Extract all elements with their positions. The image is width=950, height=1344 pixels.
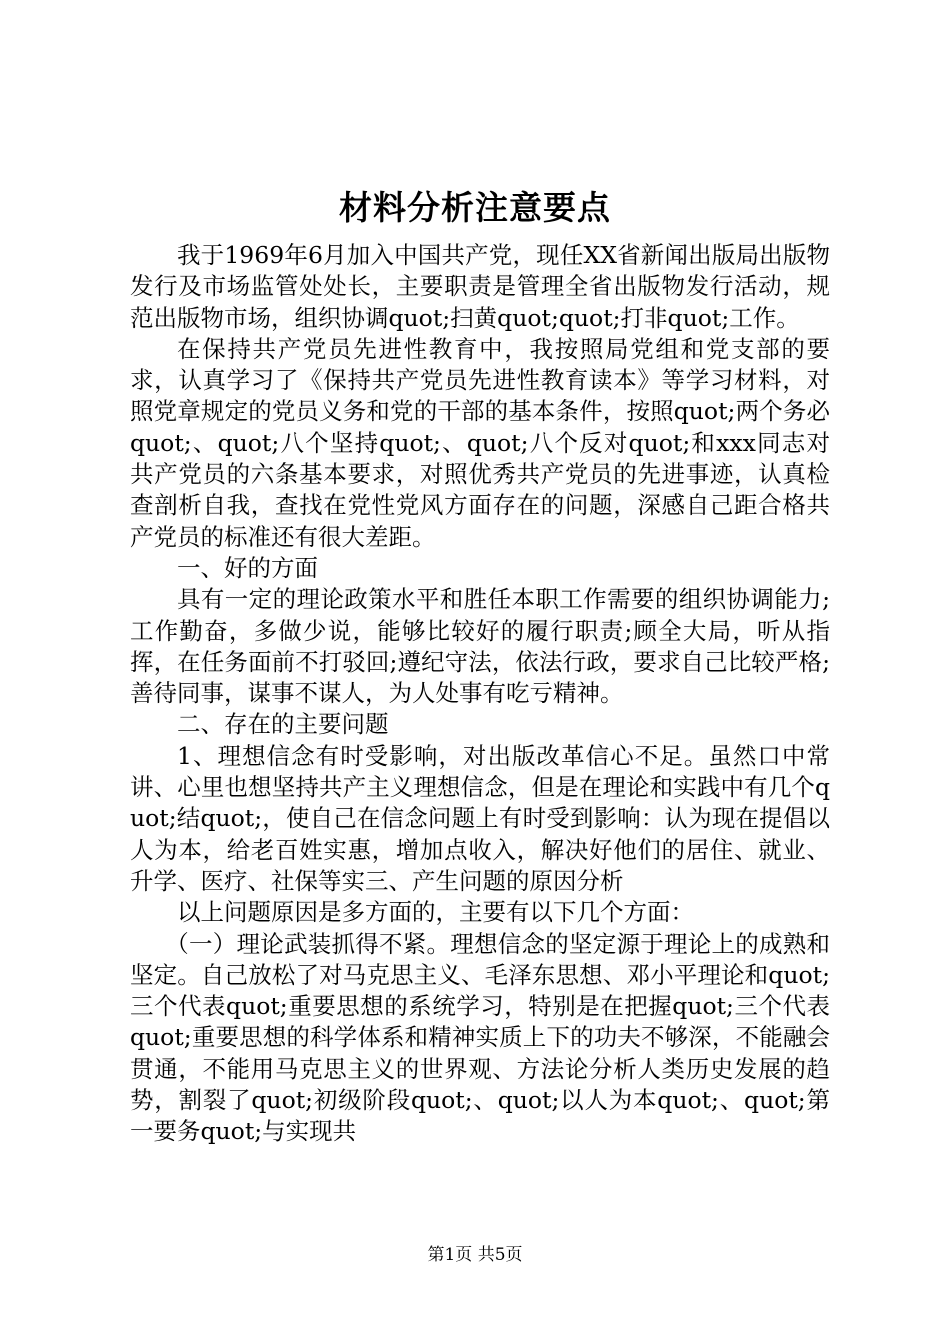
paragraph-causes-intro: 以上问题原因是多方面的，主要有以下几个方面： <box>177 898 694 927</box>
paragraph-problem-1: 1、理想信念有时受影响，对出版改革信心不足。虽然口中常讲、心里也想坚持共产主义理想信念，但是在理论和实践中有几个quot;结quot;，使自己在信念问题上有时受到影响：认为现在提倡以人为本，给老百姓实惠，增加点收入，解决好他们的居住、就业、升学、医疗、社保等实三、产生问题的原因分析 <box>130 741 830 895</box>
document-body <box>130 240 830 1148</box>
paragraph-cause-1: （一）理论武装抓得不紧。理想信念的坚定源于理论上的成熟和坚定。自己放松了对马克思主义、毛泽东思想、邓小平理论和quot;三个代表quot;重要思想的系统学习，特别是在把握quot;三个代表quot;重要思想的科学体系和精神实质上下的功夫不够深，不能融会贯通，不能用马克思主义的世界观、方法论分析人类历史发展的趋势，割裂了quot;初级阶段quot;、quot;以人为本quot;、quot;第一要务quot;与实现共 <box>130 929 830 1146</box>
section-heading-strengths: 一、好的方面 <box>177 553 318 582</box>
section-heading-problems: 二、存在的主要问题 <box>177 710 389 739</box>
paragraph-education: 在保持共产党员先进性教育中，我按照局党组和党支部的要求，认真学习了《保持共产党员先进性教育读本》等学习材料，对照党章规定的党员义务和党的干部的基本条件，按照quot;两个务必quot;、quot;八个坚持quot;、quot;八个反对quot;和xxx同志对共产党员的六条基本要求，对照优秀共产党员的先进事迹，认真检查剖析自我，查找在党性党风方面存在的问题，深感自己距合格共产党员的标准还有很大差距。 <box>130 334 830 551</box>
paragraph-intro: 我于1969年6月加入中国共产党，现任XX省新闻出版局出版物发行及市场监管处处长，主要职责是管理全省出版物发行活动，规范出版物市场，组织协调quot;扫黄quot;quot;打非quot;工作。 <box>130 241 830 332</box>
paragraph-strengths: 具有一定的理论政策水平和胜任本职工作需要的组织协调能力;工作勤奋，多做少说，能够比较好的履行职责;顾全大局，听从指挥，在任务面前不打驳回;遵纪守法，依法行政，要求自己比较严格;善待同事，谋事不谋人，为人处事有吃亏精神。 <box>130 585 830 708</box>
document-title: 材料分析注意要点 <box>339 188 611 227</box>
page-footer: 第1页 共5页 <box>427 1245 523 1265</box>
